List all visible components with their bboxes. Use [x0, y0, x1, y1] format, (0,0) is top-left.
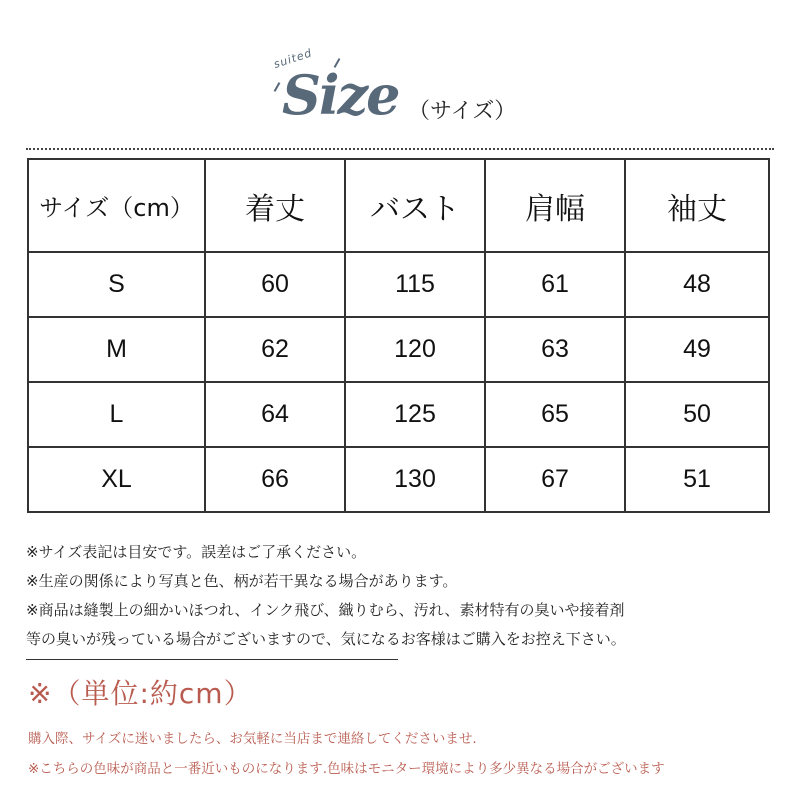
header-length: 着丈 — [205, 159, 345, 252]
row-length: 66 — [205, 447, 345, 512]
size-title: Size — [282, 63, 399, 127]
size-header — [268, 48, 568, 138]
table-header-row — [28, 159, 769, 252]
header-sleeve: 袖丈 — [625, 159, 769, 252]
table-row — [28, 382, 769, 447]
row-length: 64 — [205, 382, 345, 447]
row-bust: 115 — [345, 252, 485, 317]
unit-note: ※（単位:約cm） — [28, 677, 253, 710]
row-size: L — [28, 382, 205, 447]
row-size: M — [28, 317, 205, 382]
size-subtitle: （サイズ） — [408, 99, 517, 124]
header-shoulder: 肩幅 — [485, 159, 625, 252]
size-table — [27, 158, 770, 513]
extra-note-line: 購入際、サイズに迷いましたら、お気軽に当店まで連絡してくださいませ. — [28, 731, 477, 747]
table-row — [28, 317, 769, 382]
note-line: ※商品は縫製上の細かいほつれ、インク飛び、織りむら、汚れ、素材特有の臭いや接着剤 — [26, 601, 625, 619]
row-size: S — [28, 252, 205, 317]
row-shoulder: 63 — [485, 317, 625, 382]
row-size: XL — [28, 447, 205, 512]
header-bust: バスト — [345, 159, 485, 252]
row-bust: 120 — [345, 317, 485, 382]
table-row — [28, 447, 769, 512]
notes-block — [26, 538, 786, 654]
row-sleeve: 48 — [625, 252, 769, 317]
row-length: 62 — [205, 317, 345, 382]
dotted-divider — [26, 148, 774, 150]
suited-label: suited — [271, 46, 314, 71]
note-line: ※生産の関係により写真と色、柄が若干異なる場合があります。 — [26, 572, 458, 590]
row-bust: 125 — [345, 382, 485, 447]
row-bust: 130 — [345, 447, 485, 512]
row-sleeve: 51 — [625, 447, 769, 512]
note-underline — [26, 659, 398, 660]
extra-note-line: ※こちらの色味が商品と一番近いものになります.色味はモニター環境により多少異なる場合がございます — [28, 761, 665, 777]
row-sleeve: 49 — [625, 317, 769, 382]
row-shoulder: 65 — [485, 382, 625, 447]
row-shoulder: 67 — [485, 447, 625, 512]
header-size: サイズ（cm） — [28, 159, 205, 252]
note-line: 等の臭いが残っている場合がございますので、気になるお客様はご購入をお控え下さい。 — [26, 630, 626, 648]
row-sleeve: 50 — [625, 382, 769, 447]
row-shoulder: 61 — [485, 252, 625, 317]
row-length: 60 — [205, 252, 345, 317]
note-line: ※サイズ表記は目安です。誤差はご了承ください。 — [26, 543, 367, 561]
suited-dash-left — [274, 82, 281, 92]
table-row — [28, 252, 769, 317]
extra-notes — [28, 724, 788, 784]
